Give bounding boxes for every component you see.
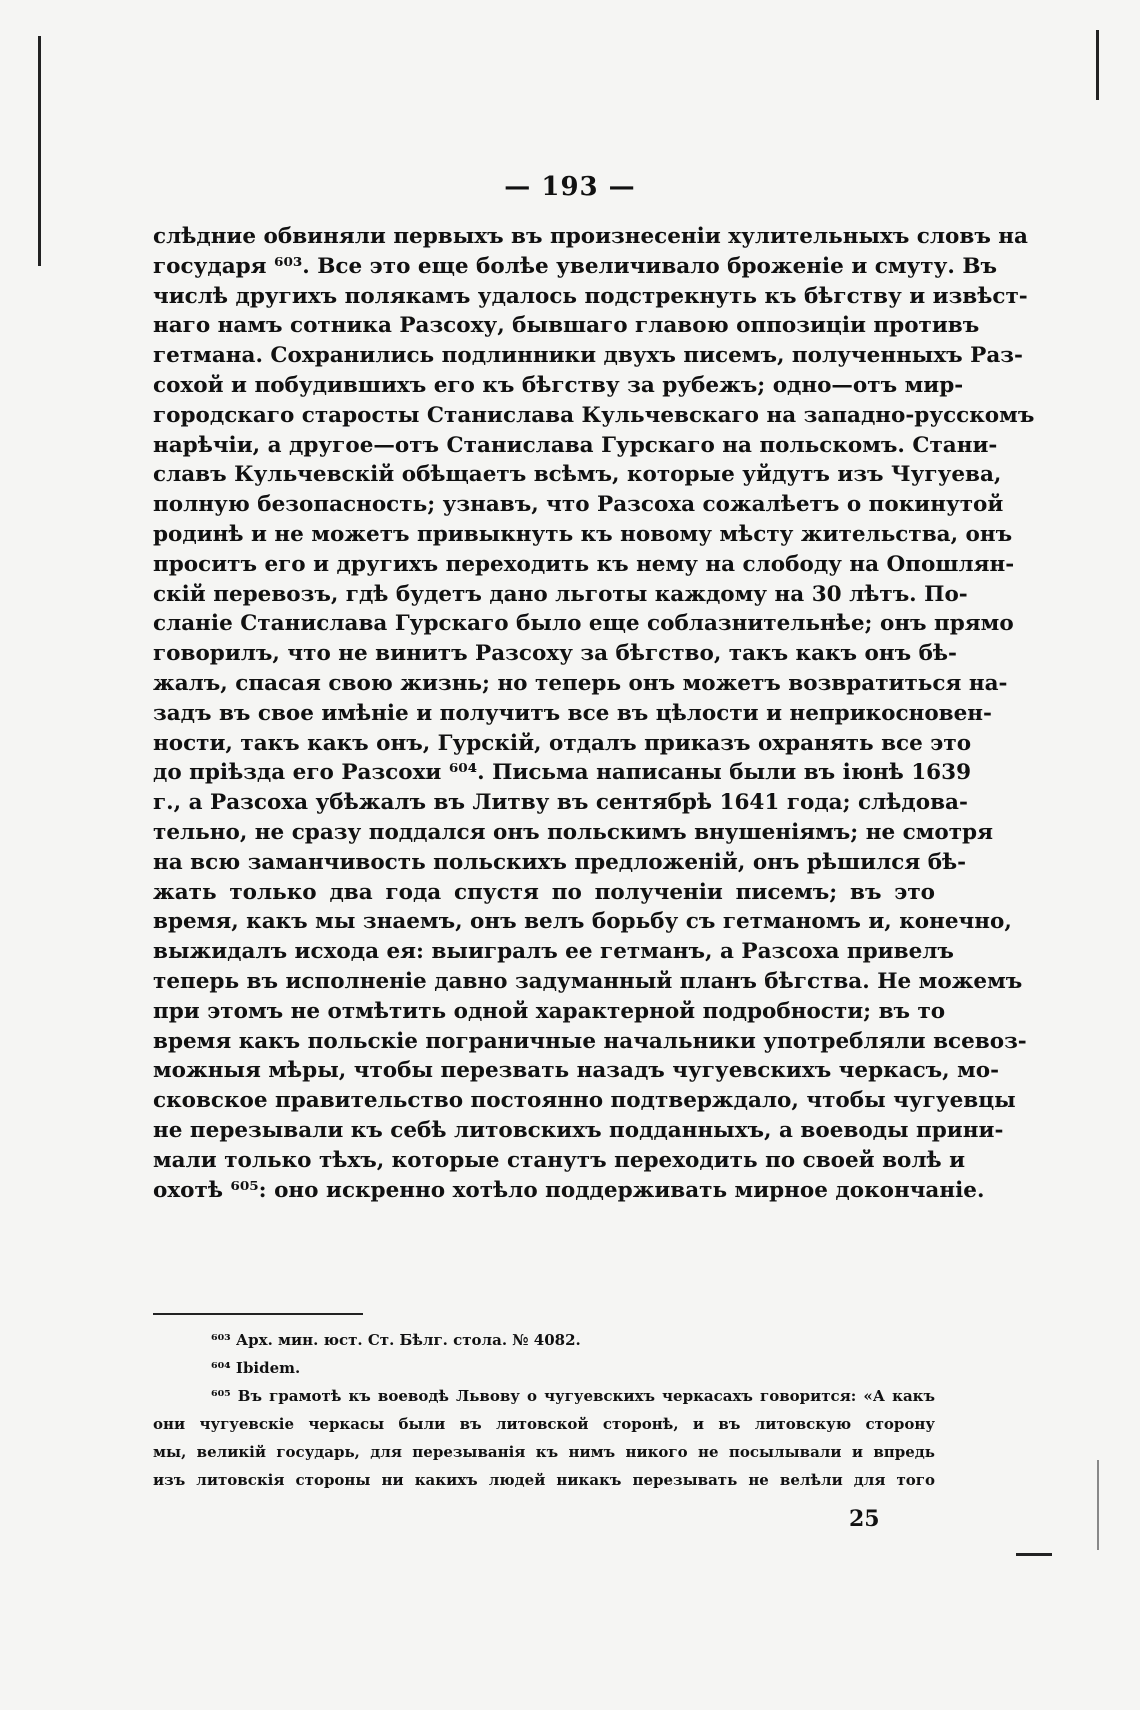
footnote-divider [153,1313,363,1315]
text-line: тельно, не сразу поддался онъ польскимъ внушеніямъ; не смотря [153,819,993,845]
text-line: говорилъ, что не винитъ Разсоху за бѣгство, такъ какъ онъ бѣ- [153,641,957,667]
text-line: жалъ, спасая свою жизнь; но теперь онъ можетъ возвратиться на- [153,670,1008,696]
text-line: до пріѣзда его Разсохи ⁶⁰⁴. Письма написаны были въ іюнѣ 1639 [153,760,972,786]
signature-mark: 25 [849,1506,880,1532]
text-line: ности, такъ какъ онъ, Гурскій, отдалъ приказъ охранять все это [153,730,972,756]
text-line: проситъ его и другихъ переходить къ нему на слободу на Опошлян- [153,551,1015,577]
page-number: — 193 — [504,172,636,202]
footnote: ⁶⁰³ Арх. мин. юст. Ст. Бѣлг. стола. № 4082. [211,1331,581,1349]
text-line: нарѣчіи, а другое—отъ Станислава Гурскаго на польскомъ. Стани- [153,432,998,458]
text-line: можныя мѣры, чтобы перезвать назадъ чугуевскихъ черкасъ, мо- [153,1058,1000,1084]
text-line: время, какъ мы знаемъ, онъ велъ борьбу съ гетманомъ и, конечно, [153,909,1012,935]
footnote-continuation: они чугуевскіе черкасы были въ литовской сторонѣ, и въ литовскую сторону [153,1415,935,1433]
text-line: государя ⁶⁰³. Все это еще болѣе увеличивало броженіе и смуту. Въ [153,253,998,279]
text-line: выжидалъ исхода ея: выигралъ ее гетманъ, а Разсоха привелъ [153,939,954,965]
text-line: сковское правительство постоянно подтверждало, чтобы чугуевцы [153,1088,1016,1114]
text-line: сохой и побудившихъ его къ бѣгству за рубежъ; одно—отъ мир- [153,372,964,398]
text-line: г., а Разсоха убѣжалъ въ Литву въ сентябрѣ 1641 года; слѣдова- [153,790,968,816]
text-line: родинѣ и не можетъ привыкнуть къ новому мѣсту жительства, онъ [153,521,1013,547]
text-line: слѣдние обвиняли первыхъ въ произнесеніи хулительныхъ словъ на [153,224,1028,249]
text-line: гетмана. Сохранились подлинники двухъ писемъ, полученныхъ Раз- [153,343,1023,369]
text-line: не перезывали къ себѣ литовскихъ подданныхъ, а воеводы прини- [153,1117,1004,1143]
text-line: скій перевозъ, гдѣ будетъ дано льготы каждому на 30 лѣтъ. По- [153,581,968,607]
footnote-continuation: изъ литовскія стороны ни какихъ людей никакъ перезывать не велѣли для того [153,1471,935,1489]
body-text [153,222,1035,1205]
footnote: ⁶⁰⁵ Въ грамотѣ къ воеводѣ Львову о чугуевскихъ черкасахъ говорится: «А какъ [211,1387,935,1405]
text-line: задъ въ свое имѣніе и получитъ все въ цѣлости и неприкосновен- [153,700,992,726]
text-line: на всю заманчивость польскихъ предложеній, онъ рѣшился бѣ- [153,849,967,875]
footnote-continuation: мы, великій государь, для перезыванія къ нимъ никого не посылывали и впредь [153,1443,935,1461]
scan-edge-mark-right-low [1097,1460,1099,1550]
text-line: числѣ другихъ полякамъ удалось подстрекнуть къ бѣгству и извѣст- [153,283,1028,309]
text-line: время какъ польскіе пограничные начальники употребляли всевоз- [153,1028,1027,1054]
text-line: полную безопасность; узнавъ, что Разсоха сожалѣетъ о покинутой [153,492,1004,518]
text-line: теперь въ исполненіе давно задуманный планъ бѣгства. Не можемъ [153,968,1023,994]
text-line: наго намъ сотника Разсоху, бывшаго главою оппозиціи противъ [153,313,980,339]
text-line: мали только тѣхъ, которые станутъ переходить по своей волѣ и [153,1147,966,1173]
text-line: охотѣ ⁶⁰⁵: оно искренно хотѣло поддерживать мирное докончаніе. [153,1177,985,1203]
text-line: жать только два года спустя по полученіи писемъ; въ это [153,879,935,905]
text-line: городскаго старосты Станислава Кульчевскаго на западно-русскомъ [153,402,1035,428]
scan-dash-mark [1016,1553,1052,1556]
text-line: славъ Кульчевскій обѣщаетъ всѣмъ, которые уйдутъ изъ Чугуева, [153,462,1002,488]
text-line: при этомъ не отмѣтить одной характерной подробности; въ то [153,998,946,1024]
text-line: сланіе Станислава Гурскаго было еще соблазнительнѣе; онъ прямо [153,611,1014,637]
scan-edge-mark-right [1096,30,1099,100]
scan-edge-mark-left [38,36,41,266]
footnotes [153,1326,935,1494]
footnote: ⁶⁰⁴ Ibidem. [211,1359,301,1377]
